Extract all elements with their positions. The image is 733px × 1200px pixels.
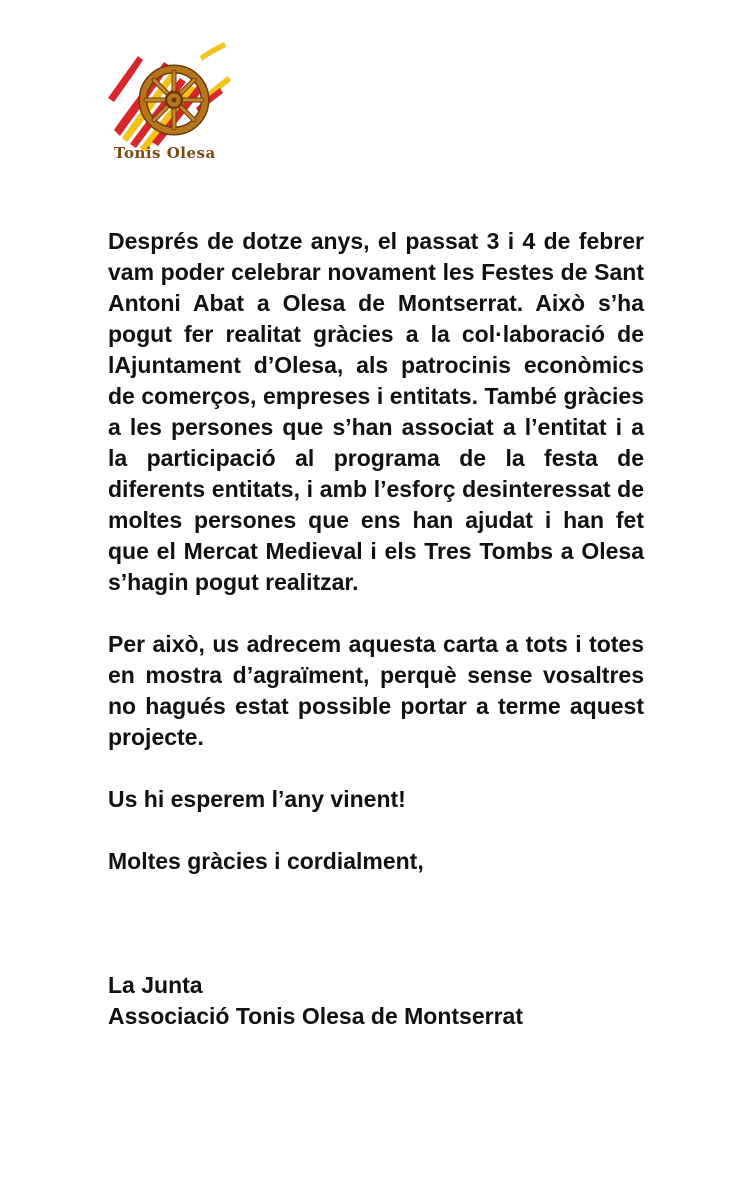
closing-line: Us hi esperem l’any vinent! [108, 786, 406, 812]
signature-line-2: Associació Tonis Olesa de Montserrat [108, 1003, 523, 1029]
cart-wheel-icon [104, 38, 234, 164]
salutation: Moltes gràcies i cordialment, [108, 848, 424, 874]
wheel [143, 69, 205, 131]
paragraph-1: Després de dotze anys, el passat 3 i 4 de febrer vam poder celebrar novament les Festes de Sant Antoni Abat a Olesa de Montserrat. Això s’ha pogut fer realitat gràcies a la col·laboració de lAjuntament d’Olesa, als patrocinis econòmics de comerços, empreses i entitats. També gràcies a les persones que s’han associat a l’entitat i a la participació al programa de la festa de diferents entitats, i amb l’esforç desinteressat de moltes persones que ens han ajudat i han fet que el Mercat Medieval i els Tres Tombs a Olesa s’hagin pogut realitzar. [108, 228, 644, 595]
logo-text: Tonis Olesa [114, 144, 216, 162]
paragraph-2: Per això, us adrecem aquesta carta a tots i totes en mostra d’agraïment, perquè sense vosaltres no hagués estat possible portar a terme aquest projecte. [108, 631, 644, 750]
logo [104, 38, 234, 164]
letter-body [108, 226, 644, 1032]
signature-line-1: La Junta [108, 972, 203, 998]
